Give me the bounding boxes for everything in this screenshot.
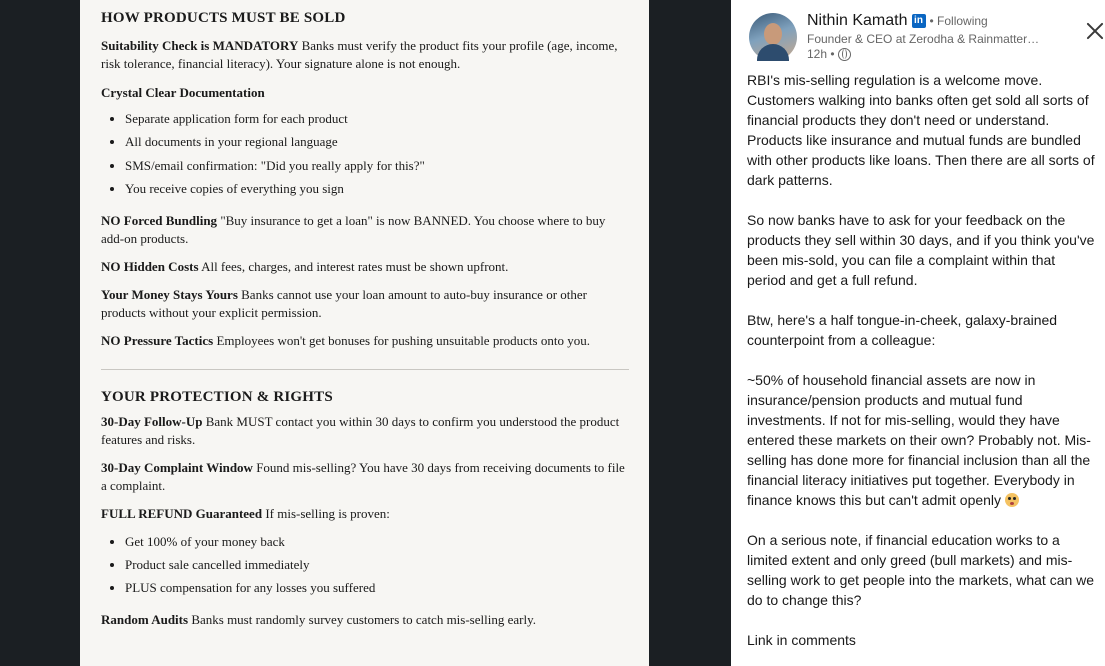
suitability-paragraph: Suitability Check is MANDATORY Banks must verify the product fits your profile (age, income, risk tolerance, financial literacy). Your signature alone is not enough. <box>101 38 618 71</box>
author-row <box>807 12 988 30</box>
list-item: • Get 100% of your money back <box>125 533 629 551</box>
your-money-paragraph: Your Money Stays Yours Banks cannot use your loan amount to auto-buy insurance or other products without your explicit permission. <box>101 286 587 320</box>
post-paragraph: ~50% of household financial assets are now in insurance/pension products and mutual fund investments. If not for mis-selling, would they have entered these markets on their own? Probably not. Mis-selling has done more for financial inclusion than all the financial literacy initiatives put together. Everybody in finance knows this but can't admit openly <box>747 372 1091 508</box>
post-paragraph: On a serious note, if financial education works to a limited extent and only greed (bull markets) and mis-selling work to get people into the markets, what can we do to change this? <box>747 532 1095 608</box>
author-headline: Founder & CEO at Zerodha & Rainmatter… <box>807 32 1040 46</box>
hidden-costs-paragraph: NO Hidden Costs All fees, charges, and interest rates must be shown upfront. <box>101 258 509 274</box>
list-item: • PLUS compensation for any losses you suffered <box>125 579 629 597</box>
close-button[interactable] <box>1085 21 1105 41</box>
audits-paragraph: Random Audits Banks must randomly survey customers to catch mis-selling early. <box>101 612 536 628</box>
list-item: • All documents in your regional language <box>125 133 629 151</box>
post-meta <box>807 47 851 61</box>
globe-icon <box>838 48 851 61</box>
list-item: • You receive copies of everything you sign <box>125 180 629 198</box>
post-paragraph: Btw, here's a half tongue-in-cheek, galaxy-brained counterpoint from a colleague: <box>747 312 1058 348</box>
list-item: • SMS/email confirmation: "Did you really apply for this?" <box>125 157 629 175</box>
post-paragraph[interactable]: Link in comments <box>747 632 856 648</box>
avatar-face <box>764 23 782 45</box>
author-name[interactable]: Nithin Kamath <box>807 12 908 29</box>
refund-list <box>101 533 629 598</box>
post-body <box>747 70 1097 666</box>
section-title-how-sold: HOW PRODUCTS MUST BE SOLD <box>101 10 346 26</box>
list-item: • Separate application form for each product <box>125 110 629 128</box>
post-paragraph: So now banks have to ask for your feedback on the products they sell within 30 days, and if you think you've been mis-sold, you can file a complaint within that period and get a full refund. <box>747 212 1095 288</box>
post-time: 12h • <box>807 47 835 61</box>
documentation-list <box>101 110 629 198</box>
flushed-face-emoji-icon <box>1005 493 1019 507</box>
pressure-paragraph: NO Pressure Tactics Employees won't get bonuses for pushing unsuitable products onto you. <box>101 332 590 348</box>
document-image <box>80 0 649 666</box>
refund-paragraph: FULL REFUND Guaranteed If mis-selling is proven: <box>101 505 390 521</box>
section-divider <box>101 369 629 370</box>
forced-bundling-paragraph: NO Forced Bundling "Buy insurance to get a loan" is now BANNED. You choose where to buy add-on products. <box>101 212 606 246</box>
post-panel <box>731 0 1105 666</box>
complaint-paragraph: 30-Day Complaint Window Found mis-selling? You have 30 days from receiving documents to file a complaint. <box>101 459 625 493</box>
list-item: • Product sale cancelled immediately <box>125 556 629 574</box>
followup-paragraph: 30-Day Follow-Up Bank MUST contact you within 30 days to confirm you understood the product features and risks. <box>101 413 620 447</box>
post-paragraph: RBI's mis-selling regulation is a welcome move. Customers walking into banks often get sold all sorts of financial products they don't need or understand. Products like insurance and mutual funds are bundled with other products like loans. Then there are all sorts of dark patterns. <box>747 72 1095 188</box>
documentation-title: Crystal Clear Documentation <box>101 85 265 100</box>
following-status: • Following <box>929 14 988 28</box>
avatar-shirt <box>757 44 789 61</box>
section-title-protection: YOUR PROTECTION & RIGHTS <box>101 388 333 405</box>
avatar[interactable] <box>749 13 797 61</box>
linkedin-premium-icon: in <box>912 14 926 28</box>
